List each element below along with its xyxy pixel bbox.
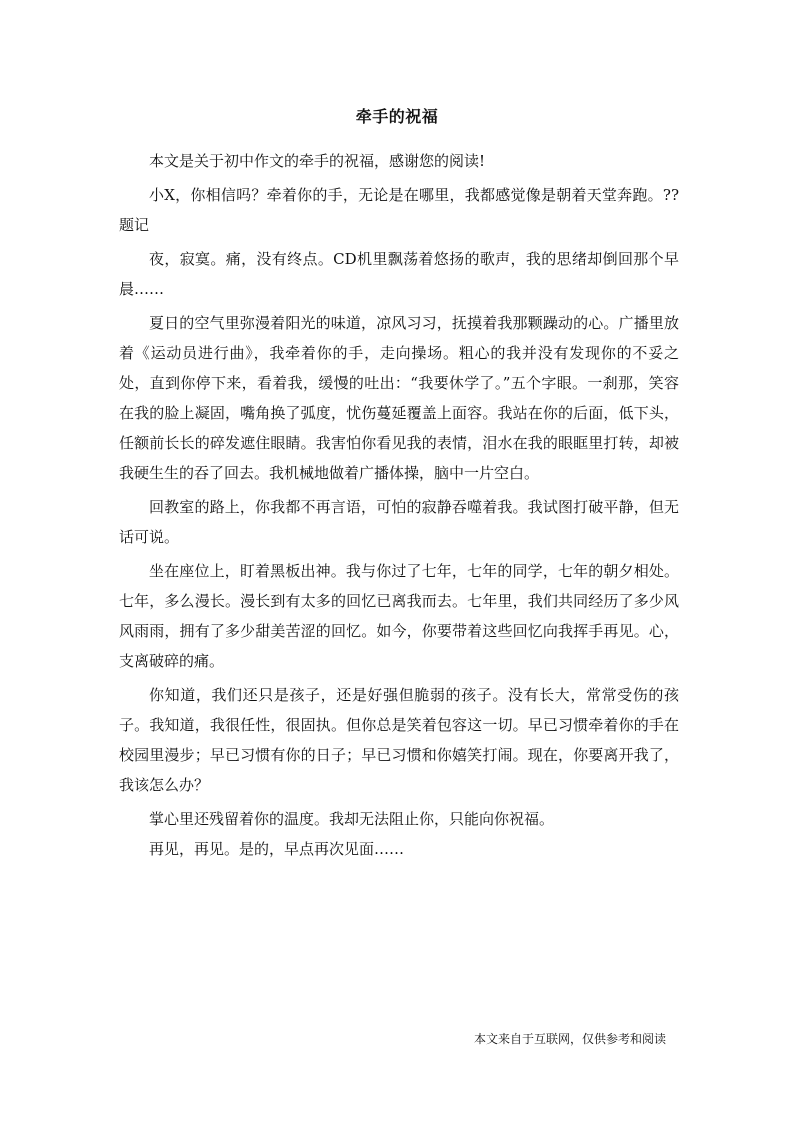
paragraph-intro: 本文是关于初中作文的牵手的祝福，感谢您的阅读! xyxy=(149,152,486,170)
document-body xyxy=(119,146,679,864)
paragraph-epigraph: 小X，你相信吗？牵着你的手，无论是在哪里，我都感觉像是朝着天堂奔跑。??题记 xyxy=(119,186,679,234)
document-title: 牵手的祝福 xyxy=(355,107,439,126)
source-footer: 本文来自于互联网，仅供参考和阅读 xyxy=(473,1032,666,1046)
paragraph: 坐在座位上，盯着黑板出神。我与你过了七年，七年的同学，七年的朝夕相处。七年，多么漫长。漫长到有太多的回忆已离我而去。七年里，我们共同经历了多少风风雨雨，拥有了多少甜美苦涩的回忆。如今，你要带着这些回忆向我挥手再见。心，支离破碎的痛。 xyxy=(119,562,679,670)
paragraph: 夏日的空气里弥漫着阳光的味道，凉风习习，抚摸着我那颗躁动的心。广播里放着《运动员进行曲》，我牵着你的手，走向操场。粗心的我并没有发现你的不妥之处，直到你停下来，看着我，缓慢的吐出：“我要休学了。”五个字眼。一刹那，笑容在我的脸上凝固，嘴角换了弧度，忧伤蔓延覆盖上面容。我站在你的后面，低下头，任额前长长的碎发遮住眼睛。我害怕你看见我的表情，泪水在我的眼眶里打转，却被我硬生生的吞了回去。我机械地做着广播体操，脑中一片空白。 xyxy=(119,314,679,482)
paragraph: 回教室的路上，你我都不再言语，可怕的寂静吞噬着我。我试图打破平静，但无话可说。 xyxy=(119,498,679,546)
paragraph: 再见，再见。是的，早点再次见面…… xyxy=(149,840,405,858)
paragraph: 掌心里还残留着你的温度。我却无法阻止你，只能向你祝福。 xyxy=(149,810,555,828)
paragraph: 你知道，我们还只是孩子，还是好强但脆弱的孩子。没有长大，常常受伤的孩子。我知道，我很任性，很固执。但你总是笑着包容这一切。早已习惯牵着你的手在校园里漫步；早已习惯有你的日子；早已习惯和你嬉笑打闹。现在，你要离开我了，我该怎么办？ xyxy=(119,686,679,794)
paragraph: 夜，寂寞。痛，没有终点。CD机里飘荡着悠扬的歌声，我的思绪却倒回那个早晨…… xyxy=(119,250,679,298)
